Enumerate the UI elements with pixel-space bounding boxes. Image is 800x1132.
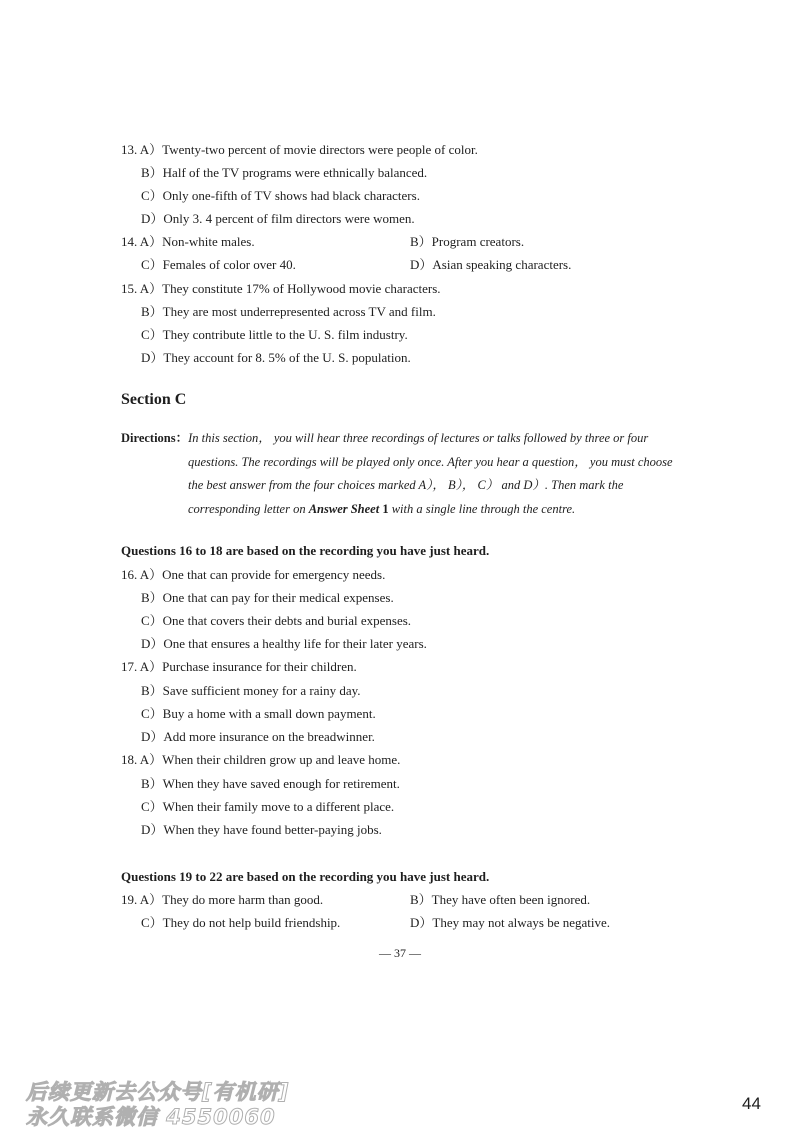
q19-option-c: C）They do not help build friendship. xyxy=(141,915,341,930)
q13-option-b: B）Half of the TV programs were ethnically balanced. xyxy=(141,165,428,180)
q13-option-d: D）Only 3. 4 percent of film directors were women. xyxy=(141,211,415,226)
watermark-line-1: 后续更新去公众号[有机研] xyxy=(26,1080,290,1104)
directions-label: Directions： xyxy=(121,431,189,445)
q16-option-d: D）One that ensures a healthy life for their later years. xyxy=(141,636,427,651)
q18-option-b: B）When they have saved enough for retirement. xyxy=(141,776,400,791)
directions-continuation xyxy=(121,451,681,522)
directions-text-2: with a single line through the centre. xyxy=(388,501,576,516)
answer-sheet-label: Answer Sheet xyxy=(308,501,380,516)
q17-option-d: D）Add more insurance on the breadwinner. xyxy=(141,729,375,744)
q14-option-c: C）Females of color over 40. xyxy=(141,257,296,272)
q18-option-a: 18. A）When their children grow up and leave home. xyxy=(121,752,401,767)
q16-option-b: B）One that can pay for their medical expenses. xyxy=(141,590,394,605)
q17-option-a: 17. A）Purchase insurance for their children. xyxy=(121,659,357,674)
q15-option-b: B）They are most underrepresented across TV and film. xyxy=(141,304,436,319)
watermark-line-2: 永久联系微信 4550060 xyxy=(26,1105,276,1129)
q14-option-d: D）Asian speaking characters. xyxy=(410,257,572,272)
q15-option-a: 15. A）They constitute 17% of Hollywood movie characters. xyxy=(121,281,441,296)
q19-option-a: 19. A）They do more harm than good. xyxy=(121,892,324,907)
pdf-page-number: 44 xyxy=(742,1094,761,1113)
section-c-directions xyxy=(121,427,681,521)
q15-option-d: D）They account for 8. 5% of the U. S. population. xyxy=(141,350,411,365)
q13-option-c: C）Only one-fifth of TV shows had black characters. xyxy=(141,188,420,203)
q16-option-a: 16. A）One that can provide for emergency needs. xyxy=(121,567,386,582)
page-footer-number: — 37 — xyxy=(379,946,421,960)
q18-option-c: C）When their family move to a different place. xyxy=(141,799,395,814)
questions-19-22-heading: Questions 19 to 22 are based on the recording you have just heard. xyxy=(121,869,490,884)
q14-option-b: B）Program creators. xyxy=(410,234,525,249)
q16-option-c: C）One that covers their debts and burial expenses. xyxy=(141,613,412,628)
q13-option-a: 13. A）Twenty-two percent of movie directors were people of color. xyxy=(121,142,478,157)
q19-option-d: D）They may not always be negative. xyxy=(410,915,610,930)
directions-text-1: questions. The recordings will be played only once. After you hear a question， you must choose the best answer from the four choices marked A）， B）， C） and D）. Then mark the corresponding letter on xyxy=(188,454,673,516)
answer-sheet-number: 1 xyxy=(379,501,389,516)
q14-option-a: 14. A）Non-white males. xyxy=(121,234,255,249)
section-c-title: Section C xyxy=(121,391,187,408)
q18-option-d: D）When they have found better-paying jobs. xyxy=(141,822,382,837)
questions-16-18-heading: Questions 16 to 18 are based on the recording you have just heard. xyxy=(121,543,490,558)
q17-option-c: C）Buy a home with a small down payment. xyxy=(141,706,376,721)
q17-option-b: B）Save sufficient money for a rainy day. xyxy=(141,683,361,698)
directions-first-line xyxy=(121,427,681,451)
q15-option-c: C）They contribute little to the U. S. film industry. xyxy=(141,327,408,342)
q19-option-b: B）They have often been ignored. xyxy=(410,892,591,907)
directions-line-1: In this section， you will hear three recordings of lectures or talks followed by three or four xyxy=(188,431,649,445)
